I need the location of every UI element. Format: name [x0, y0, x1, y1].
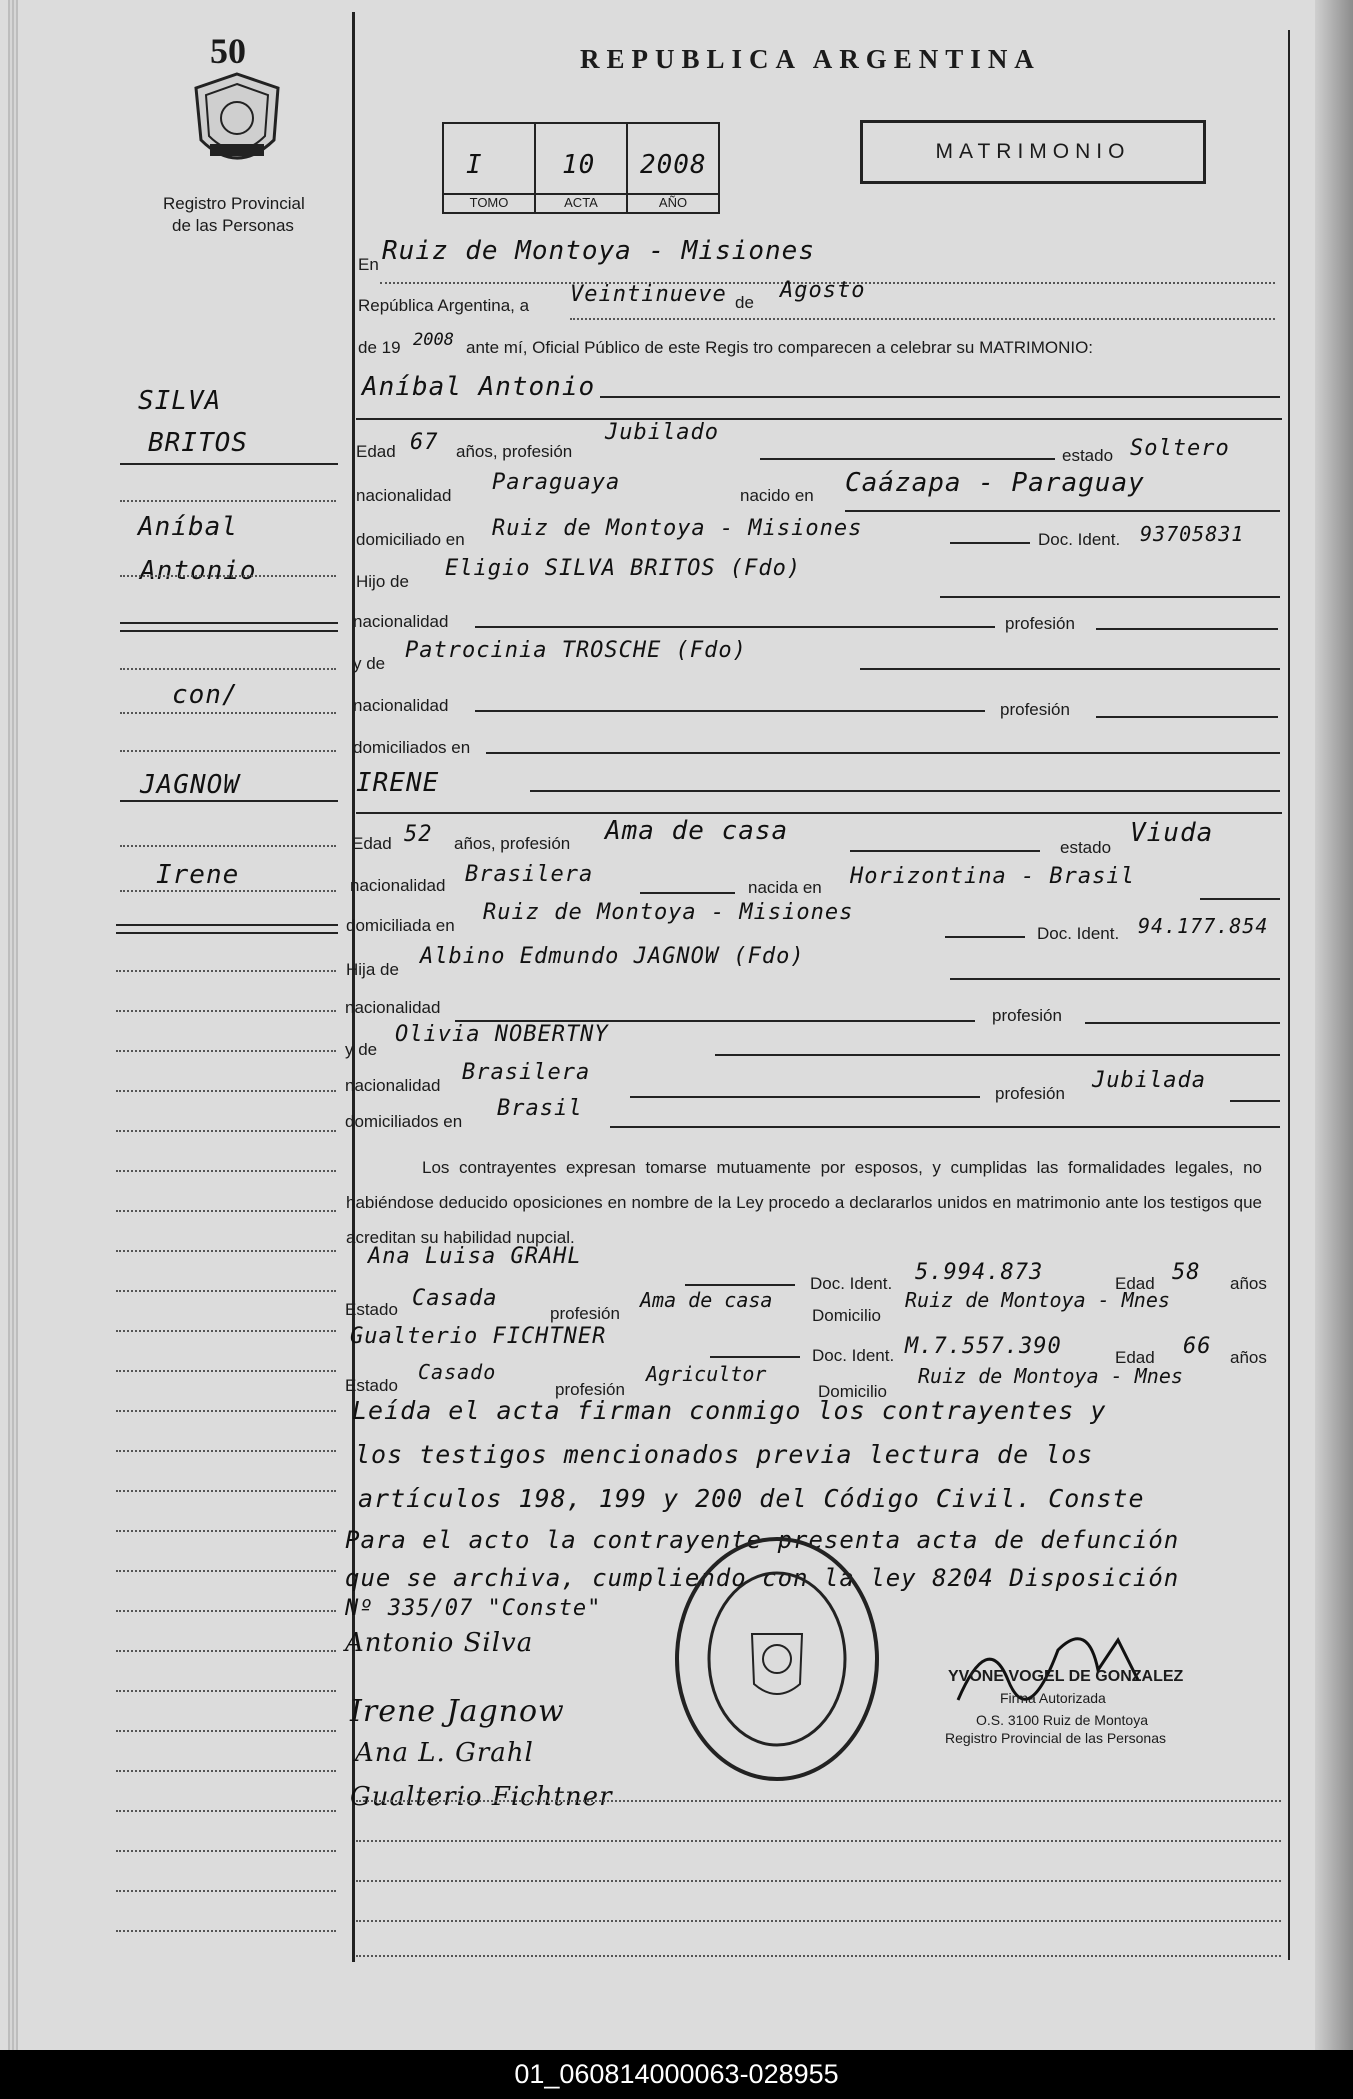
fill-line	[1096, 716, 1278, 718]
en-label: En	[358, 255, 379, 274]
ano-value: 2008	[640, 150, 707, 180]
bride-edad-label: Edad	[352, 834, 392, 853]
fill-line	[475, 626, 995, 628]
fill-line	[1200, 898, 1280, 900]
groom-estado-label: estado	[1062, 446, 1114, 465]
official-seal-icon	[672, 1534, 882, 1784]
witness2-anos-label: años	[1230, 1348, 1267, 1367]
note-line: que se archiva, cumpliendo con la ley 8204 Disposición	[345, 1564, 1180, 1592]
bride-estado-label: estado	[1060, 838, 1112, 857]
margin-dotted-line	[116, 1650, 336, 1652]
ano-cell	[628, 124, 718, 212]
tomo-label: TOMO	[444, 193, 534, 210]
margin-dotted-line	[116, 1930, 336, 1932]
margin-groom-name2: Antonio	[140, 556, 257, 586]
bride-father-prof-label: profesión	[992, 1006, 1062, 1025]
official-registry: Registro Provincial de las Personas	[945, 1730, 1166, 1746]
year: 2008	[413, 330, 454, 350]
note-line: artículos 198, 199 y 200 del Código Civil. Conste	[358, 1484, 1145, 1513]
margin-rule	[120, 622, 338, 624]
bride-mother: Olivia NOBERTNY	[395, 1022, 609, 1047]
groom-hijo-label: Hijo de	[356, 572, 409, 591]
witness2-profession: Agricultor	[646, 1362, 767, 1386]
witness1-doc-label: Doc. Ident.	[810, 1274, 893, 1293]
groom-mother: Patrocinia TROSCHE (Fdo)	[405, 638, 747, 663]
margin-dotted-line	[116, 1490, 336, 1492]
bride-birthplace: Horizontina - Brasil	[850, 864, 1135, 889]
margin-rule	[120, 463, 338, 465]
margin-dotted-line	[120, 750, 336, 752]
margin-dotted-line	[116, 1010, 336, 1012]
tomo-cell	[444, 124, 536, 212]
margin-dotted-line	[116, 970, 336, 972]
margin-rule	[116, 924, 338, 926]
groom-edad-label: Edad	[356, 442, 396, 461]
fill-line	[940, 596, 1280, 598]
margin-rule	[120, 630, 338, 632]
fill-line	[760, 458, 1055, 460]
witness2-estado-label: Estado	[345, 1376, 398, 1395]
fill-line	[640, 892, 735, 894]
groom-nacido-label: nacido en	[740, 486, 814, 505]
bride-nacida-label: nacida en	[748, 878, 822, 897]
margin-dotted-line	[116, 1770, 336, 1772]
witness2-doc: M.7.557.390	[905, 1334, 1062, 1359]
signature-witness2: Gualterio Fichtner	[350, 1782, 613, 1812]
margin-dotted-line	[116, 1170, 336, 1172]
republica-label: República Argentina, a	[358, 296, 530, 315]
section-rule	[356, 418, 1282, 420]
margin-dotted-line	[116, 1570, 336, 1572]
dotted-line	[570, 318, 1275, 320]
signature-witness1: Ana L. Grahl	[355, 1738, 534, 1768]
dotted-line	[356, 1880, 1281, 1882]
witness2-prof-label: profesión	[555, 1380, 625, 1399]
official-name: YVONE VOGEL DE GONZALEZ	[948, 1668, 1184, 1685]
margin-dotted-line	[116, 1850, 336, 1852]
binding-edge	[8, 0, 18, 2050]
place: Ruiz de Montoya - Misiones	[382, 236, 815, 266]
groom-father: Eligio SILVA BRITOS (Fdo)	[445, 556, 802, 581]
registry-line1: Registro Provincial	[163, 194, 305, 213]
dotted-line	[356, 1840, 1281, 1842]
fill-line	[685, 1284, 795, 1286]
margin-dotted-line	[116, 1730, 336, 1732]
doc-type: MATRIMONIO	[935, 140, 1131, 163]
margin-groom-surname2: BRITOS	[148, 428, 248, 458]
bride-mother-prof-label: profesión	[995, 1084, 1065, 1103]
bride-mother-nac-label: nacionalidad	[345, 1076, 441, 1095]
groom-nationality: Paraguaya	[492, 470, 621, 495]
official-title: Firma Autorizada	[1000, 1690, 1106, 1706]
groom-mother-nac-label: nacionalidad	[353, 696, 449, 715]
bride-father: Albino Edmundo JAGNOW (Fdo)	[420, 944, 805, 969]
tomo-value: I	[466, 150, 483, 180]
bride-anos-label: años, profesión	[454, 834, 571, 853]
margin-bride-name: Irene	[156, 860, 240, 890]
fill-line	[945, 936, 1025, 938]
official-office: O.S. 3100 Ruiz de Montoya	[976, 1712, 1148, 1728]
bride-name: IRENE	[356, 768, 440, 798]
column-divider	[352, 12, 355, 1962]
bride-profession: Ama de casa	[605, 816, 789, 846]
witness1-doc: 5.994.873	[915, 1260, 1044, 1285]
bride-domiciliados-label: domiciliados en	[345, 1112, 463, 1131]
margin-dotted-line	[116, 1250, 336, 1252]
witness2-edad-label: Edad	[1115, 1348, 1155, 1367]
fill-line	[475, 710, 985, 712]
witness1-domicile: Ruiz de Montoya - Mnes	[905, 1288, 1170, 1312]
country-title: REPUBLICA ARGENTINA	[580, 44, 1041, 74]
witness2-doc-label: Doc. Ident.	[812, 1346, 895, 1365]
doc-type-box	[860, 120, 1206, 184]
fill-line	[1230, 1100, 1280, 1102]
groom-doc: 93705831	[1140, 522, 1245, 546]
margin-dotted-line	[120, 890, 336, 892]
witness1-name: Ana Luisa GRAHL	[368, 1244, 582, 1269]
margin-groom-surname1: SILVA	[138, 386, 222, 416]
bride-estado: Viuda	[1130, 818, 1214, 848]
fill-line	[850, 850, 1040, 852]
acta-label: ACTA	[536, 193, 626, 210]
margin-dotted-line	[116, 1530, 336, 1532]
acta-cell	[536, 124, 628, 212]
margin-dotted-line	[116, 1450, 336, 1452]
note-line: los testigos mencionados previa lectura de los	[355, 1440, 1094, 1469]
groom-profession: Jubilado	[605, 420, 719, 445]
fill-line	[610, 1126, 1280, 1128]
groom-estado: Soltero	[1130, 436, 1230, 461]
margin-dotted-line	[116, 1370, 336, 1372]
ano-label: AÑO	[628, 193, 718, 210]
bride-domiciliada-label: domiciliada en	[346, 916, 455, 935]
bride-yde-label: y de	[345, 1040, 378, 1059]
margin-dotted-line	[120, 575, 336, 577]
note-line: Leída el acta firman conmigo los contrayentes y	[352, 1396, 1107, 1425]
groom-father-prof-label: profesión	[1005, 614, 1075, 633]
bride-domicile: Ruiz de Montoya - Misiones	[483, 900, 854, 925]
margin-dotted-line	[116, 1610, 336, 1612]
bride-mother-profession: Jubilada	[1092, 1068, 1206, 1093]
year-prefix: de 19	[358, 338, 401, 357]
fill-line	[845, 510, 1280, 512]
fill-line	[710, 1356, 800, 1358]
groom-domiciliados-label: domiciliados en	[353, 738, 471, 757]
groom-yde-label: y de	[353, 654, 386, 673]
margin-dotted-line	[116, 1290, 336, 1292]
image-id-footer: 01_060814000063-028955	[0, 2050, 1353, 2099]
fill-line	[486, 752, 1280, 754]
margin-dotted-line	[116, 1050, 336, 1052]
province-crest-icon	[190, 70, 285, 180]
bride-father-nac-label: nacionalidad	[345, 998, 441, 1017]
witness1-dom-label: Domicilio	[812, 1306, 881, 1325]
bride-parents-domicile: Brasil	[497, 1096, 583, 1121]
bride-age: 52	[404, 822, 433, 847]
margin-rule	[120, 800, 338, 802]
groom-mother-prof-label: profesión	[1000, 700, 1070, 719]
fill-line	[715, 1054, 1280, 1056]
fill-line	[600, 396, 1280, 398]
fill-line	[1096, 628, 1278, 630]
margin-dotted-line	[116, 1090, 336, 1092]
de-label: de	[735, 293, 754, 312]
signature-groom: Antonio Silva	[345, 1628, 534, 1658]
page-number: 50	[210, 31, 246, 71]
margin-dotted-line	[116, 1130, 336, 1132]
dotted-line	[356, 1920, 1281, 1922]
fill-line	[1085, 1022, 1280, 1024]
margin-groom-name1: Aníbal	[138, 512, 238, 542]
dotted-line	[356, 1800, 1281, 1802]
note-line: Para el acto la contrayente presenta acta de defunción	[345, 1526, 1180, 1554]
margin-dotted-line	[120, 845, 336, 847]
groom-age: 67	[410, 430, 439, 455]
margin-rule	[116, 932, 338, 934]
bride-mother-nationality: Brasilera	[462, 1060, 591, 1085]
note-line: Nº 335/07 "Conste"	[345, 1596, 602, 1621]
margin-dotted-line	[120, 500, 336, 502]
witness1-edad-label: Edad	[1115, 1274, 1155, 1293]
witness1-estado-label: Estado	[345, 1300, 398, 1319]
acta-value: 10	[562, 150, 596, 180]
groom-nacionalidad-label: nacionalidad	[356, 486, 452, 505]
groom-birthplace: Caázapa - Paraguay	[845, 468, 1145, 498]
witness1-profession: Ama de casa	[640, 1288, 773, 1312]
groom-doc-label: Doc. Ident.	[1038, 530, 1121, 549]
witness2-domicile: Ruiz de Montoya - Mnes	[918, 1364, 1183, 1388]
fill-line	[860, 668, 1280, 670]
margin-dotted-line	[116, 1810, 336, 1812]
margin-dotted-line	[120, 712, 336, 714]
witness1-anos-label: años	[1230, 1274, 1267, 1293]
bride-nationality: Brasilera	[465, 862, 594, 887]
margin-bride-surname: JAGNOW	[140, 770, 240, 800]
signature-bride: Irene Jagnow	[350, 1694, 565, 1729]
witness2-age: 66	[1183, 1334, 1212, 1359]
register-box	[442, 122, 720, 214]
right-margin-line	[1288, 30, 1290, 1960]
bride-nacionalidad-label: nacionalidad	[350, 876, 446, 895]
bride-hija-label: Hija de	[346, 960, 399, 979]
declaration-text: Los contrayentes expresan tomarse mutuamente por esposos, y cumplidas las formalidades legales, no habiéndose deducido oposiciones en nombre de la Ley procedo a declararlos unidos en matrimonio ante los testigos que acreditan su habilidad nupcial.	[346, 1158, 1262, 1247]
witness2-dom-label: Domicilio	[818, 1382, 887, 1401]
margin-dotted-line	[116, 1410, 336, 1412]
registry-line2: de las Personas	[172, 216, 294, 235]
intro-text: ante mí, Oficial Público de este Regis tro comparecen a celebrar su MATRIMONIO:	[466, 338, 1094, 357]
margin-dotted-line	[116, 1330, 336, 1332]
dotted-line	[356, 1955, 1281, 1957]
section-rule	[356, 812, 1282, 814]
bride-doc: 94.177.854	[1138, 914, 1269, 938]
witness2-name: Gualterio FICHTNER	[350, 1324, 607, 1349]
groom-anos-label: años, profesión	[456, 442, 573, 461]
fill-line	[630, 1096, 980, 1098]
month: Agosto	[780, 278, 866, 303]
groom-father-nac-label: nacionalidad	[353, 612, 449, 631]
margin-dotted-line	[116, 1890, 336, 1892]
groom-domiciliado-label: domiciliado en	[356, 530, 465, 549]
day: Veintinueve	[570, 282, 727, 307]
witness1-prof-label: profesión	[550, 1304, 620, 1323]
groom-name: Aníbal Antonio	[362, 372, 596, 402]
witness2-estado: Casado	[418, 1360, 497, 1384]
margin-dotted-line	[116, 1210, 336, 1212]
bride-doc-label: Doc. Ident.	[1037, 924, 1120, 943]
margin-dotted-line	[120, 668, 336, 670]
witness1-estado: Casada	[412, 1286, 498, 1311]
margin-dotted-line	[116, 1690, 336, 1692]
fill-line	[530, 790, 1280, 792]
fill-line	[950, 542, 1030, 544]
groom-domicile: Ruiz de Montoya - Misiones	[492, 516, 863, 541]
fill-line	[950, 978, 1280, 980]
margin-con: con/	[172, 680, 239, 710]
witness1-age: 58	[1172, 1260, 1201, 1285]
